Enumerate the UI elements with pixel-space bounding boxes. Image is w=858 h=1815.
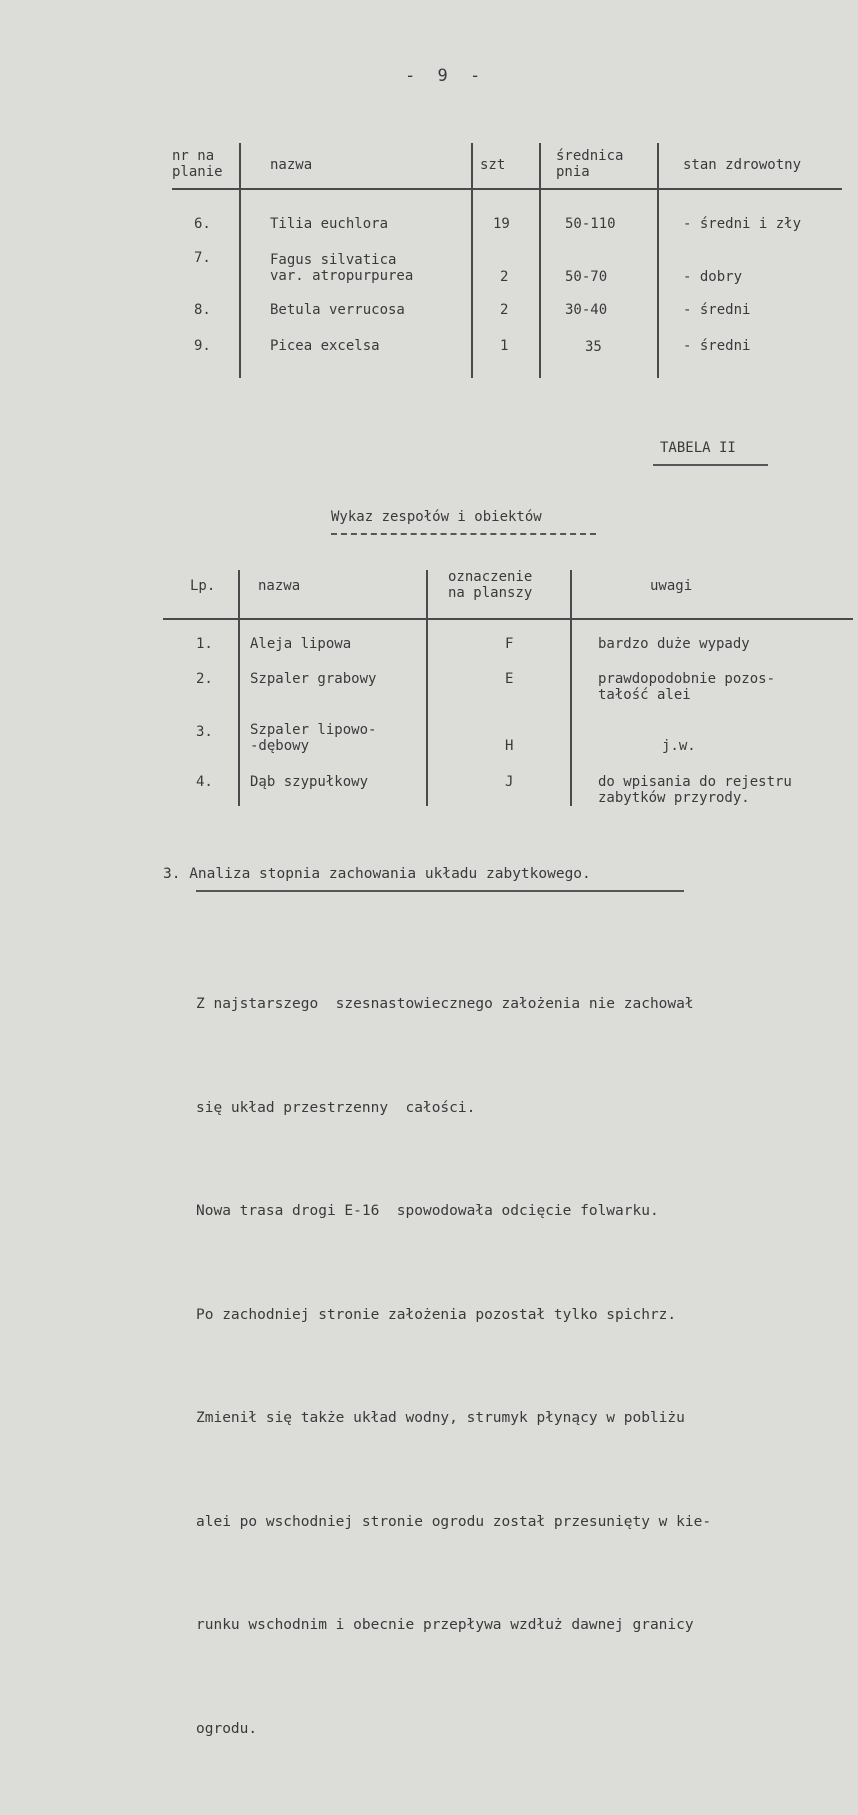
table2-cell-nazwa: Szpaler lipowo- -dębowy xyxy=(250,722,377,754)
table1-cell-nazwa: Picea excelsa xyxy=(270,338,380,354)
table2-cell-lp: 2. xyxy=(196,671,213,687)
table2-cell-uwagi: prawdopodobnie pozos- tałość alei xyxy=(598,671,776,703)
table1-cell-szt: 2 xyxy=(500,302,509,318)
table1-cell-nr: 9. xyxy=(194,338,211,354)
table2-col-divider xyxy=(570,570,572,806)
table2-cell-nazwa: Szpaler grabowy xyxy=(250,671,377,687)
paragraph-line: Z najstarszego szesnastowiecznego założenia nie zachował xyxy=(196,996,694,1012)
page-number: - 9 - xyxy=(405,66,487,86)
table2-cell-oznaczenie: F xyxy=(505,636,514,652)
table1-cell-srednica: 35 xyxy=(585,339,602,355)
table2-col-divider xyxy=(238,570,240,806)
table1-col-divider xyxy=(539,143,541,378)
table2-cell-nazwa: Dąb szypułkowy xyxy=(250,774,369,790)
table2-cell-lp: 3. xyxy=(196,724,213,740)
table1-cell-nr: 8. xyxy=(194,302,211,318)
table1-cell-nr: 7. xyxy=(194,250,211,266)
table1-cell-srednica: 50-110 xyxy=(565,216,616,232)
table1-header-nr: nr na planie xyxy=(172,148,223,180)
table1-col-divider xyxy=(657,143,659,378)
table1-cell-stan: - średni xyxy=(683,338,751,354)
paragraph-line: Po zachodniej stronie założenia pozostał tylko spichrz. xyxy=(196,1306,677,1323)
table2-cell-uwagi: do wpisania do rejestru zabytków przyrody. xyxy=(598,774,792,806)
table2-header-uwagi: uwagi xyxy=(650,578,693,594)
table1-cell-stan: - dobry xyxy=(683,269,743,285)
table2-header-oznaczenie: oznaczenie na planszy xyxy=(448,569,533,601)
table1-header-rule xyxy=(172,188,842,190)
table1-col-divider xyxy=(239,143,241,378)
paragraph-line: runku wschodnim i obecnie przepływa wzdłuż dawnej granicy xyxy=(196,1617,694,1633)
paragraph-line: ogrodu. xyxy=(196,1720,258,1737)
table1-cell-nazwa: Betula verrucosa xyxy=(270,302,405,318)
table1-header-srednica: średnica pnia xyxy=(556,148,624,180)
table1-cell-szt: 2 xyxy=(500,269,509,285)
table1-header-szt: szt xyxy=(480,157,506,173)
table1-header-nazwa: nazwa xyxy=(270,157,313,173)
table1-cell-nazwa: Fagus silvatica var. atropurpurea xyxy=(270,252,414,284)
table1-cell-stan: - średni xyxy=(683,302,751,318)
table1-cell-nr: 6. xyxy=(194,216,211,232)
table2-label: TABELA II xyxy=(660,440,736,456)
section-heading-underline xyxy=(196,890,684,892)
table1-cell-stan: - średni i zły xyxy=(683,216,802,232)
table1-header-stan: stan zdrowotny xyxy=(683,157,802,173)
table1-cell-szt: 19 xyxy=(493,216,510,232)
table2-title: Wykaz zespołów i obiektów xyxy=(331,509,542,525)
table1-cell-szt: 1 xyxy=(500,338,509,354)
section-heading: 3. Analiza stopnia zachowania układu zabytkowego. xyxy=(163,866,591,882)
table2-cell-lp: 1. xyxy=(196,636,213,652)
paragraph-line: Zmienił się także układ wodny, strumyk płynący w pobliżu xyxy=(196,1410,685,1426)
table2-cell-lp: 4. xyxy=(196,774,213,790)
section-paragraph xyxy=(196,918,711,1815)
table2-header-nazwa: nazwa xyxy=(258,578,301,594)
table2-header-lp: Lp. xyxy=(190,578,216,594)
paragraph-line: się układ przestrzenny całości. xyxy=(196,1099,476,1116)
table2-col-divider xyxy=(426,570,428,806)
table2-cell-oznaczenie: H xyxy=(505,738,514,754)
table2-title-underline xyxy=(331,533,596,535)
table1-cell-srednica: 50-70 xyxy=(565,269,608,285)
table2-header-rule xyxy=(163,618,853,620)
table2-cell-uwagi: j.w. xyxy=(662,738,696,754)
table1-col-divider xyxy=(471,143,473,378)
table2-cell-oznaczenie: E xyxy=(505,671,514,687)
table1-cell-srednica: 30-40 xyxy=(565,302,608,318)
table2-cell-nazwa: Aleja lipowa xyxy=(250,636,352,652)
table2-cell-oznaczenie: J xyxy=(505,774,514,790)
table2-cell-uwagi: bardzo duże wypady xyxy=(598,636,750,652)
table1-cell-nazwa: Tilia euchlora xyxy=(270,216,389,232)
paragraph-line: Nowa trasa drogi E-16 spowodowała odcięcie folwarku. xyxy=(196,1203,659,1219)
paragraph-line: alei po wschodniej stronie ogrodu został przesunięty w kie- xyxy=(196,1513,712,1530)
table2-label-underline xyxy=(653,464,768,466)
